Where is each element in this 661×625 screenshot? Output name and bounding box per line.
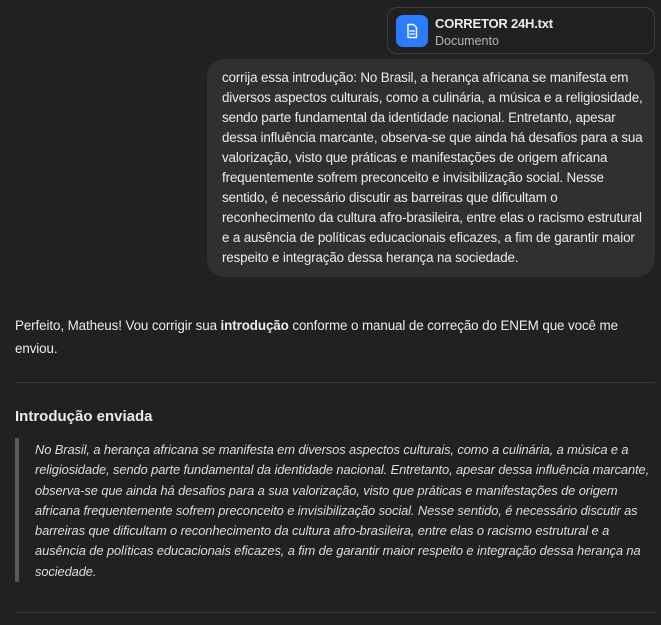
intro-text-start: Perfeito, Matheus! Vou corrigir sua xyxy=(15,318,221,333)
document-icon xyxy=(396,15,428,47)
assistant-intro-text xyxy=(15,314,655,360)
file-name: CORRETOR 24H.txt xyxy=(435,16,553,31)
intro-bold-word: introdução xyxy=(220,318,289,333)
user-message-bubble: corrija essa introdução: No Brasil, a herança africana se manifesta em diversos aspectos culturais, como a culinária, a música e a religiosidade, sendo parte fundamental da identidade nacional. Entretanto, apesar dessa influência marcante, observa-se que ainda há desafios para a sua valorização, visto que práticas e manifestações de origem africana frequentemente sofrem preconceito e invisibilização social. Nesse sentido, é necessário discutir as barreiras que dificultam o reconhecimento da cultura afro-brasileira, entre elas o racismo estrutural e a ausência de políticas educacionais eficazes, a fim de garantir maior respeito e integração dessa herança na sociedade. xyxy=(207,59,655,277)
section-divider-bottom xyxy=(15,612,655,613)
file-attachment-card[interactable] xyxy=(387,7,655,54)
quoted-introduction: No Brasil, a herança africana se manifesta em diversos aspectos culturais, como a culinária, a música e a religiosidade, sendo parte fundamental da identidade nacional. Entretanto, apesar dessa influência marcante, observa-se que ainda há desafios para a sua valorização, visto que práticas e manifestações de origem africana frequentemente sofrem preconceito e invisibilização social. Nesse sentido, é necessário discutir as barreiras que dificultam o reconhecimento da cultura afro-brasileira, entre elas o racismo estrutural e a ausência de políticas educacionais eficazes, a fim de garantir maior respeito e integração dessa herança na sociedade. xyxy=(15,438,655,582)
file-type: Documento xyxy=(435,34,499,48)
intro-text-end: conforme o manual de correção do ENEM que você me enviou. xyxy=(15,318,618,356)
section-divider xyxy=(15,382,655,383)
section-heading: Introdução enviada xyxy=(15,408,153,425)
